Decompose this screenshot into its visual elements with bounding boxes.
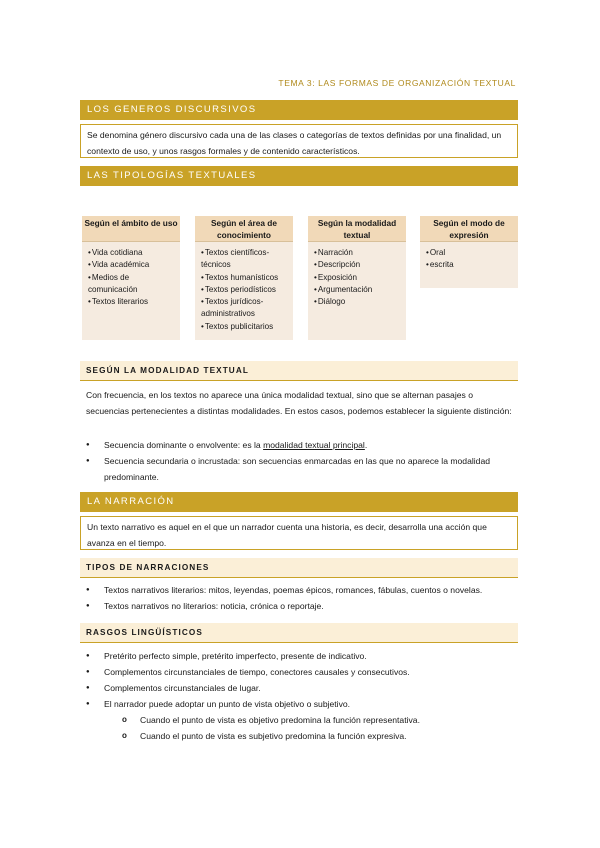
list-item: • Vida académica: [88, 259, 176, 271]
sub-list-item: o Cuando el punto de vista es objetivo predomina la función representativa.: [86, 712, 514, 728]
list-item: ● Complementos circunstanciales de lugar.: [86, 680, 514, 696]
section-title-rasgos: RASGOS LINGÜÍSTICOS: [80, 623, 518, 643]
list-item: • Oral: [426, 247, 514, 259]
tipologia-column: [195, 216, 293, 340]
list-item: • Textos humanísticos: [201, 272, 289, 284]
list-item: • Textos periodísticos: [201, 284, 289, 296]
list-item: ● El narrador puede adoptar un punto de vista objetivo o subjetivo.: [86, 696, 514, 712]
column-heading: Según el área de conocimiento: [195, 216, 293, 242]
section-title-modalidad: SEGÚN LA MODALIDAD TEXTUAL: [80, 361, 518, 381]
list-item: • Textos jurídicos-administrativos: [201, 296, 289, 321]
tipologia-column: [308, 216, 406, 340]
list-item: • Textos literarios: [88, 296, 176, 308]
list-item: • Descripción: [314, 259, 402, 271]
list-item: • Textos científicos-técnicos: [201, 247, 289, 272]
list-item: ● Textos narrativos literarios: mitos, leyendas, poemas épicos, romances, fábulas, cuentos o novelas.: [86, 582, 514, 598]
narracion-definition: Un texto narrativo es aquel en el que un narrador cuenta una historia, es decir, desarrolla una acción que avanza en el tiempo.: [80, 516, 518, 550]
list-item: • Exposición: [314, 272, 402, 284]
list-item: ● Secuencia secundaria o incrustada: son secuencias enmarcadas en las que no aparece la modalidad predominante.: [86, 453, 514, 485]
list-item: • Vida cotidiana: [88, 247, 176, 259]
underlined-term: modalidad textual principal: [263, 440, 365, 450]
section-title-tipologias: LAS TIPOLOGÍAS TEXTUALES: [80, 166, 518, 186]
section-title-narracion: LA NARRACIÓN: [80, 492, 518, 512]
tipologias-columns: [82, 216, 508, 340]
bullet-text: Secuencia dominante o envolvente: es la: [104, 440, 264, 450]
list-item: • Textos publicitarios: [201, 321, 289, 333]
tipologia-column: [420, 216, 518, 288]
rasgos-list: [86, 648, 514, 744]
section-title-tipos: TIPOS DE NARRACIONES: [80, 558, 518, 578]
list-item: • Diálogo: [314, 296, 402, 308]
list-item: ● Textos narrativos no literarios: noticia, crónica o reportaje.: [86, 598, 514, 614]
list-item: • escrita: [426, 259, 514, 271]
column-heading: Según la modalidad textual: [308, 216, 406, 242]
generos-definition: Se denomina género discursivo cada una de las clases o categorías de textos definidas por una finalidad, un contexto de uso, y unos rasgos formales y de contenido característicos.: [80, 124, 518, 158]
list-item: • Medios de comunicación: [88, 272, 176, 297]
list-item: [86, 437, 514, 453]
column-heading: Según el modo de expresión: [420, 216, 518, 242]
list-item: ● Complementos circunstanciales de tiempo, conectores causales y consecutivos.: [86, 664, 514, 680]
tipos-list: [86, 582, 514, 614]
list-item: ● Pretérito perfecto simple, pretérito imperfecto, presente de indicativo.: [86, 648, 514, 664]
section-title-generos: LOS GENEROS DISCURSIVOS: [80, 100, 518, 120]
modalidad-list: [86, 437, 514, 485]
list-item: • Argumentación: [314, 284, 402, 296]
bullet-text: .: [364, 440, 368, 450]
page-header-title: TEMA 3: LAS FORMAS DE ORGANIZACIÓN TEXTUAL: [278, 78, 516, 88]
column-heading: Según el ámbito de uso: [82, 216, 180, 242]
sub-list-item: o Cuando el punto de vista es subjetivo predomina la función expresiva.: [86, 728, 514, 744]
modalidad-paragraph: Con frecuencia, en los textos no aparece una única modalidad textual, sino que se alternan pasajes o secuencias pertenecientes a distintas modalidades. En estos casos, podemos establecer la siguiente distinción:: [86, 390, 512, 416]
tipologia-column: [82, 216, 180, 340]
list-item: • Narración: [314, 247, 402, 259]
